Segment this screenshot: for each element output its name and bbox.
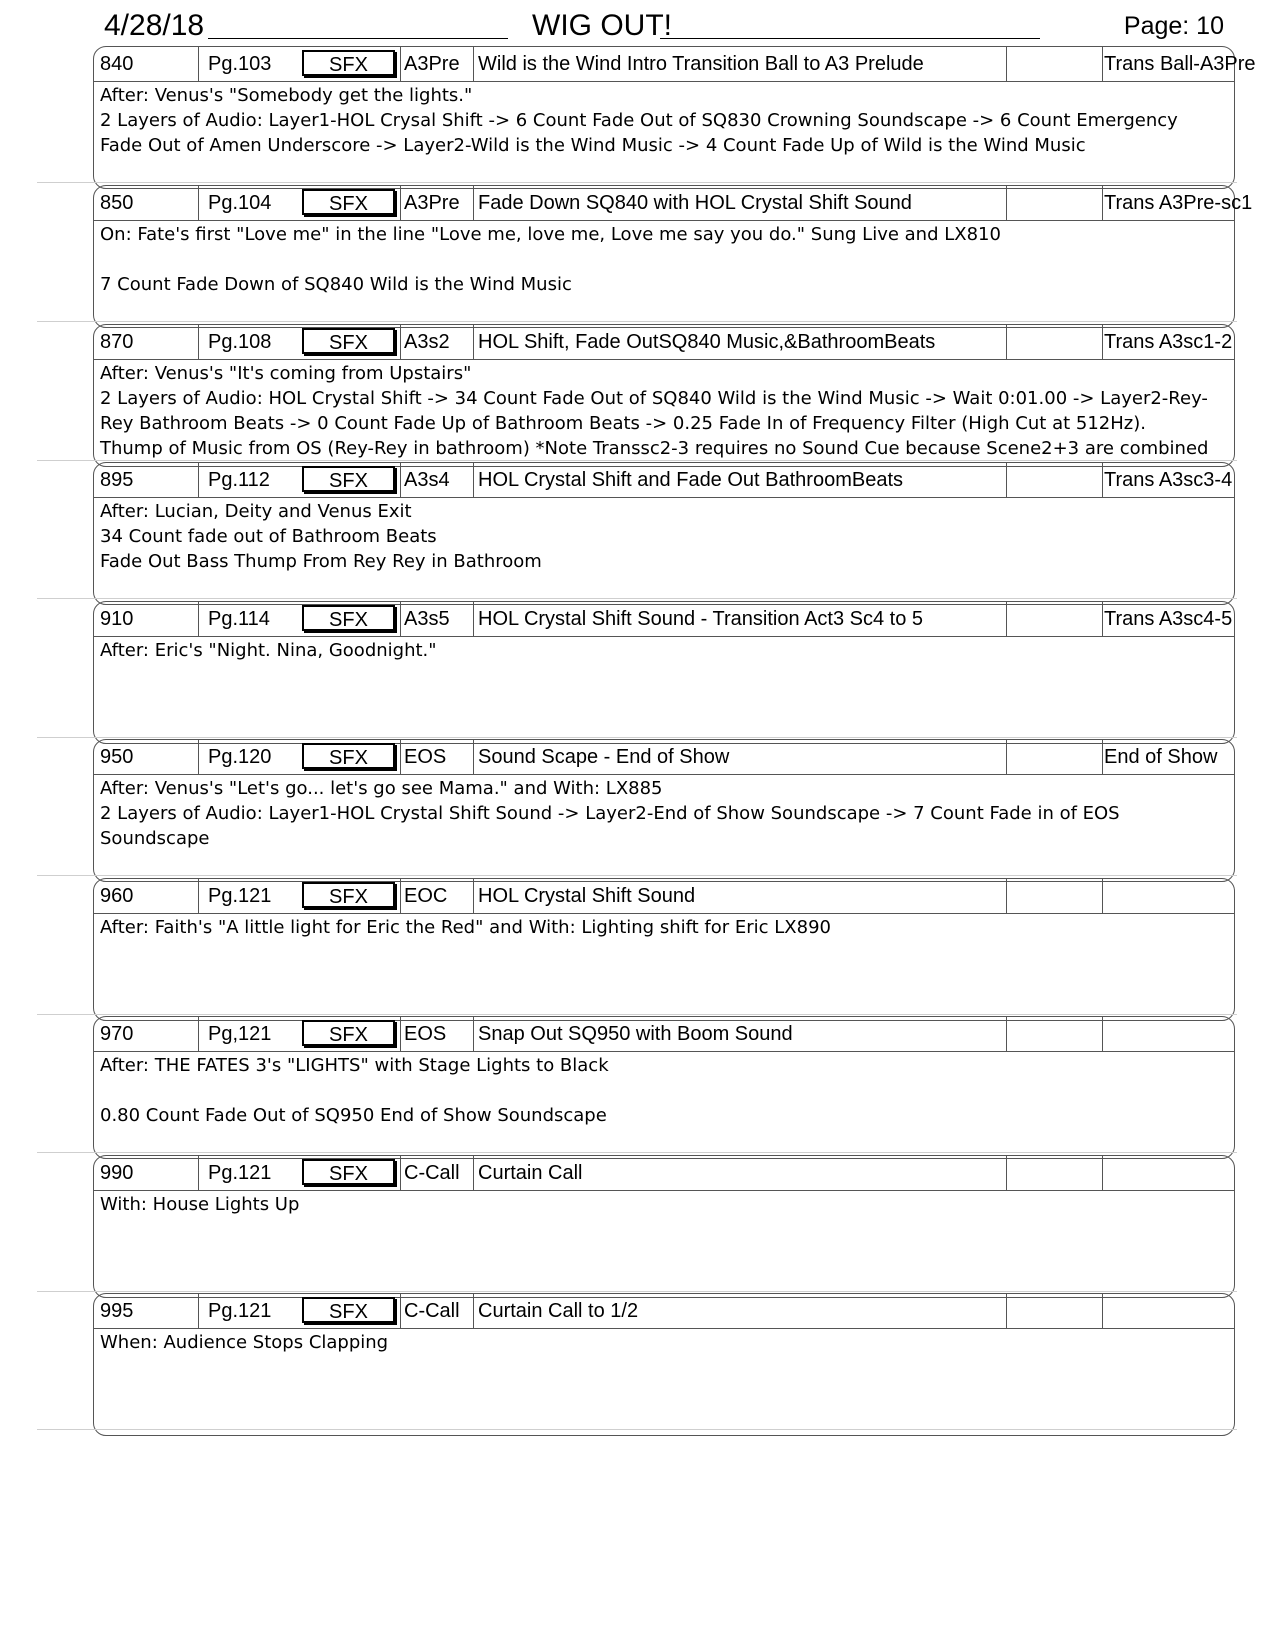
column-divider — [198, 740, 199, 774]
column-divider — [1102, 47, 1103, 81]
cue-note-line: 0.80 Count Fade Out of SQ950 End of Show Soundscape — [100, 1105, 607, 1126]
cue-transition-label — [1104, 1294, 1236, 1328]
cue-note-line — [100, 1078, 1228, 1103]
cue-script-page: Pg.121 — [208, 885, 272, 907]
cue-script-page: Pg.120 — [208, 746, 272, 768]
cue-header-row — [94, 1294, 1234, 1329]
cue-notes — [100, 776, 1228, 851]
column-divider — [1102, 463, 1103, 497]
cue-note-line: After: Venus's "It's coming from Upstairs" — [100, 363, 472, 384]
cue-type-box: SFX — [302, 1020, 395, 1046]
column-divider — [198, 879, 199, 913]
cue-note-line: 2 Layers of Audio: Layer1-HOL Crysal Shift -> 6 Count Fade Out of SQ830 Crowning Soundscape -> 6 Count Emergency — [100, 110, 1178, 131]
cue-description: Sound Scape - End of Show — [478, 746, 730, 768]
cue-scene: A3s5 — [404, 608, 450, 630]
column-divider — [400, 186, 401, 220]
column-divider — [1102, 602, 1103, 636]
cue-type-box: SFX — [302, 743, 395, 769]
cue-type-box: SFX — [302, 1159, 395, 1185]
cue-note-line: After: Lucian, Deity and Venus Exit — [100, 501, 412, 522]
cue-note-line: When: Audience Stops Clapping — [100, 1332, 389, 1353]
column-divider — [473, 186, 474, 220]
column-divider — [198, 602, 199, 636]
cue-scene: A3s4 — [404, 469, 450, 491]
cue-separator — [37, 875, 1237, 876]
cue-scene: C-Call — [404, 1300, 460, 1322]
cue-description: HOL Crystal Shift Sound — [478, 885, 696, 907]
cue-description: Snap Out SQ950 with Boom Sound — [478, 1023, 793, 1045]
cue-number: 850 — [100, 192, 134, 214]
cue-script-page: Pg.121 — [208, 1300, 272, 1322]
column-divider — [198, 1017, 199, 1051]
cue-header-row — [94, 1017, 1234, 1052]
cue-transition-label: Trans A3sc1-2 — [1104, 331, 1233, 353]
cue-number: 990 — [100, 1162, 134, 1184]
header-page-number: Page: 10 — [1123, 12, 1224, 40]
cue-separator — [37, 460, 1237, 461]
cue-number: 950 — [100, 746, 134, 768]
column-divider — [1006, 47, 1007, 81]
cue-note-line: After: Venus's "Let's go... let's go see Mama." and With: LX885 — [100, 778, 663, 799]
cue-number: 970 — [100, 1023, 134, 1045]
cue-block — [93, 739, 1235, 882]
column-divider — [400, 1294, 401, 1328]
cue-block — [93, 1293, 1235, 1436]
cue-header-row — [94, 186, 1253, 221]
cue-note-line: 2 Layers of Audio: Layer1-HOL Crystal Shift Sound -> Layer2-End of Show Soundscape -> 7 Count Fade in of EOS — [100, 803, 1120, 824]
cue-transition-label: Trans A3sc3-4 — [1104, 469, 1233, 491]
cue-header-row — [94, 1156, 1234, 1191]
cue-number: 895 — [100, 469, 134, 491]
column-divider — [473, 879, 474, 913]
cue-header-row — [94, 47, 1256, 82]
column-divider — [198, 325, 199, 359]
cue-type-box: SFX — [302, 328, 395, 354]
column-divider — [1006, 186, 1007, 220]
cue-block — [93, 1155, 1235, 1298]
cue-transition-label: Trans A3sc4-5 — [1104, 608, 1233, 630]
column-divider — [198, 186, 199, 220]
cue-notes — [100, 638, 1228, 663]
cue-block — [93, 1016, 1235, 1159]
column-divider — [400, 463, 401, 497]
cue-block — [93, 46, 1256, 189]
cue-scene: C-Call — [404, 1162, 460, 1184]
column-divider — [400, 325, 401, 359]
column-divider — [1006, 1294, 1007, 1328]
column-divider — [1102, 325, 1103, 359]
column-divider — [473, 1017, 474, 1051]
column-divider — [198, 1294, 199, 1328]
column-divider — [1006, 740, 1007, 774]
cue-header-row — [94, 602, 1234, 637]
column-divider — [1006, 463, 1007, 497]
cue-script-page: Pg.104 — [208, 192, 272, 214]
cue-separator — [37, 1152, 1237, 1153]
cue-separator — [37, 1291, 1237, 1292]
column-divider — [198, 47, 199, 81]
cue-transition-label: Trans Ball-A3Pre — [1104, 53, 1256, 75]
header-rule-left — [208, 38, 508, 39]
header-date: 4/28/18 — [104, 9, 205, 42]
column-divider — [1006, 1017, 1007, 1051]
column-divider — [400, 1156, 401, 1190]
cue-note-line: Fade Out Bass Thump From Rey Rey in Bathroom — [100, 551, 542, 572]
cue-note-line: 7 Count Fade Down of SQ840 Wild is the Wind Music — [100, 274, 572, 295]
cue-separator — [37, 1429, 1237, 1430]
cue-separator — [37, 737, 1237, 738]
cue-description: HOL Crystal Shift and Fade Out BathroomBeats — [478, 469, 904, 491]
cue-type-box: SFX — [302, 1297, 395, 1323]
cue-description: Curtain Call to 1/2 — [478, 1300, 639, 1322]
cue-note-line: After: Eric's "Night. Nina, Goodnight." — [100, 640, 437, 661]
cue-block — [93, 185, 1253, 328]
cue-description: HOL Shift, Fade OutSQ840 Music,&BathroomBeats — [478, 331, 936, 353]
cue-header-row — [94, 879, 1234, 914]
cue-header-row — [94, 325, 1234, 360]
cue-separator — [37, 321, 1237, 322]
column-divider — [198, 1156, 199, 1190]
column-divider — [400, 1017, 401, 1051]
cue-note-line: Soundscape — [100, 828, 210, 849]
cue-script-page: Pg.108 — [208, 331, 272, 353]
cue-transition-label — [1104, 1017, 1236, 1051]
cue-type-box: SFX — [302, 466, 395, 492]
cue-note-line: 34 Count fade out of Bathroom Beats — [100, 526, 437, 547]
column-divider — [1006, 1156, 1007, 1190]
cue-type-box: SFX — [302, 189, 395, 215]
cue-description: HOL Crystal Shift Sound - Transition Act3 Sc4 to 5 — [478, 608, 924, 630]
cue-script-page: Pg,121 — [208, 1023, 272, 1045]
cue-scene: A3Pre — [404, 192, 460, 214]
cue-note-line: Thump of Music from OS (Rey-Rey in bathroom) *Note Transsc2-3 requires no Sound Cue because Scene2+3 are combined — [100, 438, 1209, 459]
column-divider — [1102, 1294, 1103, 1328]
cue-transition-label — [1104, 1156, 1236, 1190]
cue-type-box: SFX — [302, 605, 395, 631]
cue-description: Fade Down SQ840 with HOL Crystal Shift Sound — [478, 192, 912, 214]
cue-description: Curtain Call — [478, 1162, 583, 1184]
cue-note-line: Fade Out of Amen Underscore -> Layer2-Wild is the Wind Music -> 4 Count Fade Up of Wild is the Wind Music — [100, 135, 1086, 156]
column-divider — [1006, 602, 1007, 636]
cue-scene: EOS — [404, 746, 447, 768]
column-divider — [473, 325, 474, 359]
column-divider — [198, 463, 199, 497]
cue-transition-label: Trans A3Pre-sc1 — [1104, 192, 1253, 214]
cue-transition-label — [1104, 879, 1236, 913]
cue-scene: EOS — [404, 1023, 447, 1045]
column-divider — [473, 1294, 474, 1328]
cue-note-line: With: House Lights Up — [100, 1194, 300, 1215]
column-divider — [473, 602, 474, 636]
cue-notes — [100, 915, 1228, 940]
column-divider — [1102, 740, 1103, 774]
cue-note-line: After: Faith's "A little light for Eric the Red" and With: Lighting shift for Eric LX890 — [100, 917, 831, 938]
cue-description: Wild is the Wind Intro Transition Ball to A3 Prelude — [478, 53, 924, 75]
cue-type-box: SFX — [302, 882, 395, 908]
column-divider — [1006, 879, 1007, 913]
cue-script-page: Pg.114 — [208, 608, 270, 630]
cue-notes — [100, 499, 1228, 574]
cue-note-line — [100, 247, 1228, 272]
column-divider — [400, 879, 401, 913]
header-rule-right — [660, 38, 1040, 39]
cue-separator — [37, 182, 1237, 183]
cue-number: 840 — [100, 53, 134, 75]
cue-script-page: Pg.112 — [208, 469, 270, 491]
column-divider — [400, 740, 401, 774]
column-divider — [473, 740, 474, 774]
cue-header-row — [94, 740, 1234, 775]
cue-separator — [37, 1014, 1237, 1015]
column-divider — [1102, 879, 1103, 913]
cue-notes — [100, 83, 1228, 158]
column-divider — [400, 47, 401, 81]
header-title: WIG OUT! — [532, 9, 672, 42]
column-divider — [400, 602, 401, 636]
cue-note-line: After: THE FATES 3's "LIGHTS" with Stage Lights to Black — [100, 1055, 609, 1076]
cue-note-line: Rey Bathroom Beats -> 0 Count Fade Up of Bathroom Beats -> 0.25 Fade In of Frequency Filter (High Cut at 512Hz). — [100, 413, 1146, 434]
cue-transition-label: End of Show — [1104, 746, 1218, 768]
cue-scene: A3Pre — [404, 53, 460, 75]
cue-block — [93, 462, 1235, 605]
cue-block — [93, 878, 1235, 1021]
cue-number: 960 — [100, 885, 134, 907]
cue-header-row — [94, 463, 1234, 498]
cue-number: 995 — [100, 1300, 134, 1322]
cue-notes — [100, 1053, 1228, 1128]
cue-script-page: Pg.121 — [208, 1162, 272, 1184]
column-divider — [1006, 325, 1007, 359]
cue-note-line: 2 Layers of Audio: HOL Crystal Shift -> 34 Count Fade Out of SQ840 Wild is the Wind Music -> Wait 0:01.00 -> Layer2-Rey- — [100, 388, 1208, 409]
cue-script-page: Pg.103 — [208, 53, 272, 75]
cue-block — [93, 324, 1235, 467]
cue-notes — [100, 1192, 1228, 1217]
cue-number: 870 — [100, 331, 134, 353]
cue-separator — [37, 598, 1237, 599]
column-divider — [1102, 1017, 1103, 1051]
cue-note-line: After: Venus's "Somebody get the lights." — [100, 85, 473, 106]
cue-scene: A3s2 — [404, 331, 450, 353]
cue-notes — [100, 361, 1228, 461]
column-divider — [473, 463, 474, 497]
column-divider — [473, 47, 474, 81]
cue-note-line: On: Fate's first "Love me" in the line "Love me, love me, Love me say you do." Sung Live and LX810 — [100, 224, 1001, 245]
column-divider — [473, 1156, 474, 1190]
cue-notes — [100, 222, 1228, 297]
cue-scene: EOC — [404, 885, 448, 907]
cue-type-box: SFX — [302, 50, 395, 76]
column-divider — [1102, 186, 1103, 220]
cue-notes — [100, 1330, 1228, 1355]
cue-block — [93, 601, 1235, 744]
cue-number: 910 — [100, 608, 134, 630]
column-divider — [1102, 1156, 1103, 1190]
